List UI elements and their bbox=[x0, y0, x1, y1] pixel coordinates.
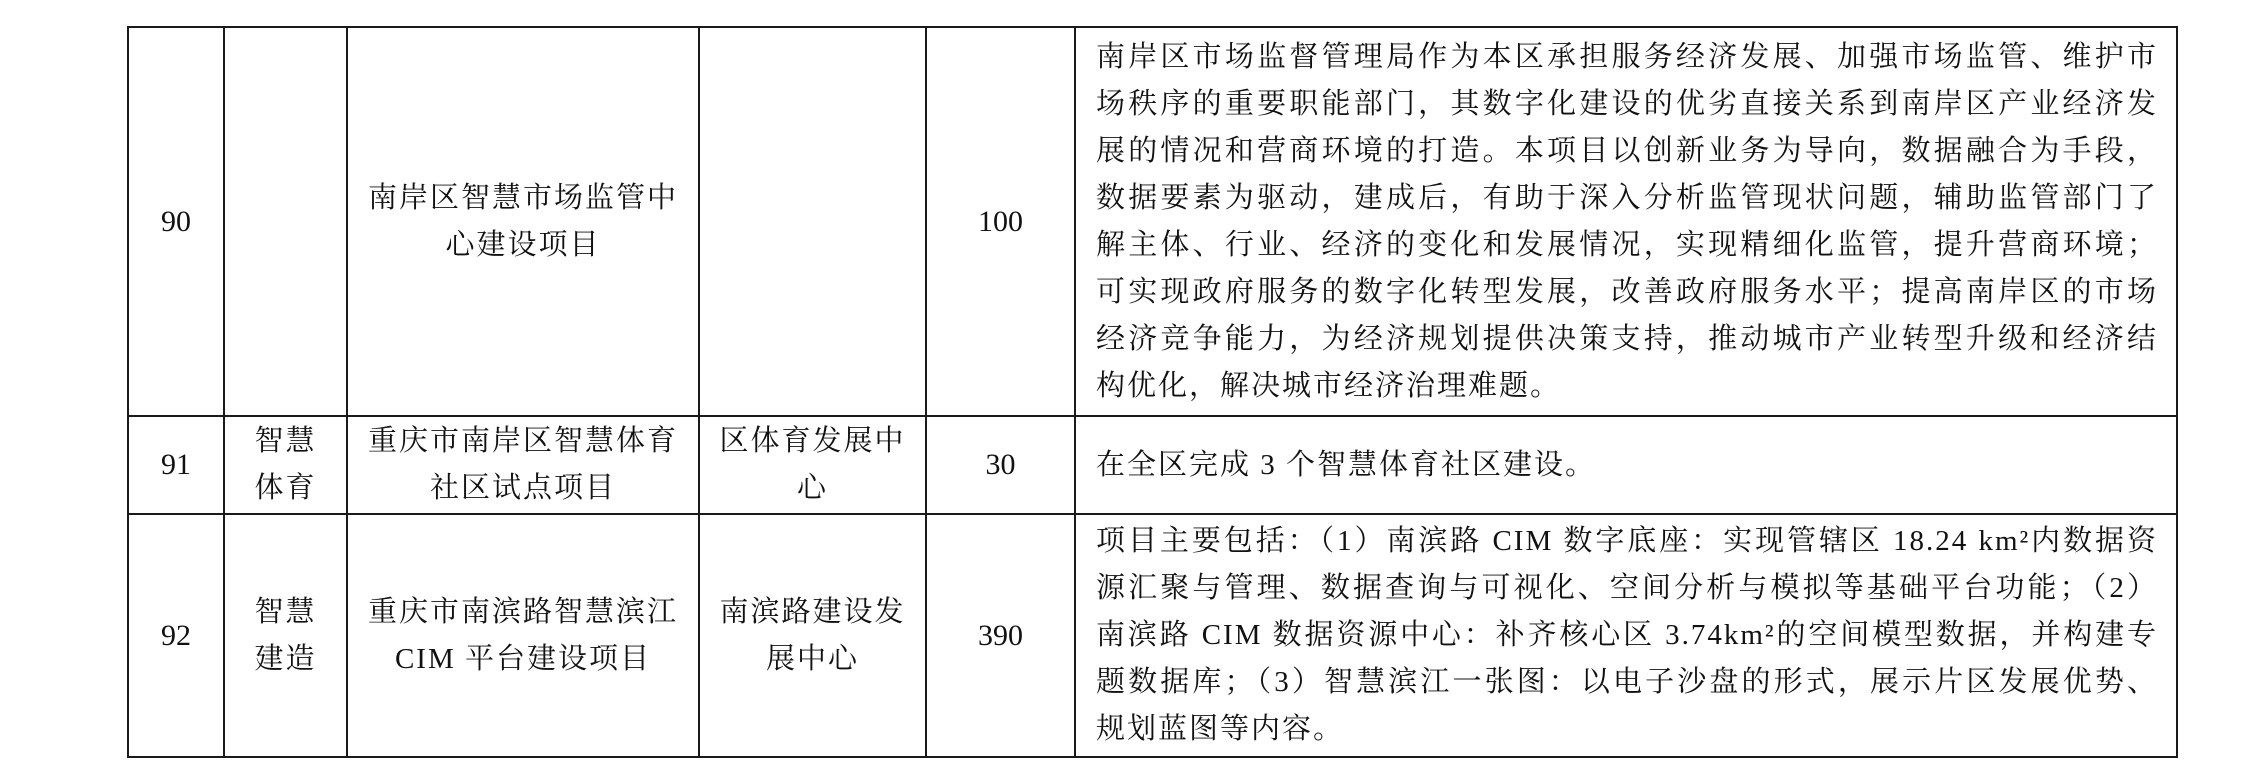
department-line: 展中心 bbox=[765, 642, 859, 675]
serial-number: 90 bbox=[161, 204, 191, 238]
content-line: 南滨路 CIM 数据资源中心：补齐核心区 3.74km²的空间模型数据，并构建专 bbox=[1096, 619, 2158, 651]
department-line: 区体育发展中 bbox=[719, 425, 906, 457]
project-name-line: 心建设项目 bbox=[445, 228, 601, 261]
cell-department bbox=[699, 27, 926, 416]
content-line: 题数据库；（3）智慧滨江一张图：以电子沙盘的形式，展示片区发展优势、 bbox=[1096, 666, 2158, 698]
cell-amount bbox=[926, 416, 1075, 514]
cell-category bbox=[224, 416, 347, 514]
project-name-line: CIM 平台建设项目 bbox=[394, 642, 652, 675]
cell-project-name bbox=[347, 514, 699, 757]
table-row bbox=[128, 514, 2177, 757]
project-table bbox=[127, 26, 2178, 758]
serial-number: 92 bbox=[161, 618, 191, 652]
cell-department bbox=[699, 416, 926, 514]
content-line: 构优化，解决城市经济治理难题。 bbox=[1096, 369, 1562, 402]
category-line: 智慧 bbox=[254, 595, 317, 628]
cell-content bbox=[1075, 514, 2177, 757]
cell-amount bbox=[926, 514, 1075, 757]
cell-content bbox=[1075, 416, 2177, 514]
cell-project-name bbox=[347, 416, 699, 514]
amount-value: 100 bbox=[978, 204, 1023, 238]
cell-category bbox=[224, 514, 347, 757]
content-line: 源汇聚与管理、数据查询与可视化、空间分析与模拟等基础平台功能；（2） bbox=[1096, 572, 2158, 604]
department-line: 南滨路建设发 bbox=[719, 595, 906, 628]
cell-category bbox=[224, 27, 347, 416]
amount-value: 30 bbox=[985, 448, 1016, 481]
project-name-line: 重庆市南滨路智慧滨江 bbox=[367, 595, 678, 628]
content-line: 经济竞争能力，为经济规划提供决策支持，推动城市产业转型升级和经济结 bbox=[1096, 322, 2158, 355]
cell-content bbox=[1075, 27, 2177, 416]
serial-number: 91 bbox=[161, 448, 191, 481]
cell-amount bbox=[926, 27, 1075, 416]
content-line: 数据要素为驱动，建成后，有助于深入分析监管现状问题，辅助监管部门了 bbox=[1096, 181, 2158, 214]
cell-project-name bbox=[347, 27, 699, 416]
table-row bbox=[128, 416, 2177, 514]
category-line: 智慧 bbox=[254, 425, 317, 457]
content-line: 场秩序的重要职能部门，其数字化建设的优劣直接关系到南岸区产业经济发 bbox=[1096, 87, 2158, 120]
cell-serial-number bbox=[128, 514, 224, 757]
table-row bbox=[128, 27, 2177, 416]
amount-value: 390 bbox=[978, 618, 1023, 652]
content-line: 可实现政府服务的数字化转型发展，改善政府服务水平；提高南岸区的市场 bbox=[1096, 275, 2158, 308]
project-name-line: 重庆市南岸区智慧体育 bbox=[367, 425, 678, 457]
content-line: 解主体、行业、经济的变化和发展情况，实现精细化监管，提升营商环境； bbox=[1096, 228, 2158, 261]
project-name-line: 社区试点项目 bbox=[429, 472, 616, 504]
category-line: 体育 bbox=[254, 472, 317, 504]
content-line: 规划蓝图等内容。 bbox=[1096, 713, 1345, 745]
category-line: 建造 bbox=[254, 642, 317, 675]
project-name-line: 南岸区智慧市场监管中 bbox=[367, 181, 678, 214]
content-line: 展的情况和营商环境的打造。本项目以创新业务为导向，数据融合为手段， bbox=[1096, 134, 2158, 167]
content-line: 项目主要包括：（1）南滨路 CIM 数字底座：实现管辖区 18.24 km²内数据资 bbox=[1096, 525, 2158, 557]
cell-serial-number bbox=[128, 27, 224, 416]
content-line: 在全区完成 3 个智慧体育社区建设。 bbox=[1096, 448, 1597, 481]
cell-serial-number bbox=[128, 416, 224, 514]
cell-department bbox=[699, 514, 926, 757]
content-line: 南岸区市场监督管理局作为本区承担服务经济发展、加强市场监管、维护市 bbox=[1096, 40, 2158, 73]
department-line: 心 bbox=[796, 472, 828, 504]
